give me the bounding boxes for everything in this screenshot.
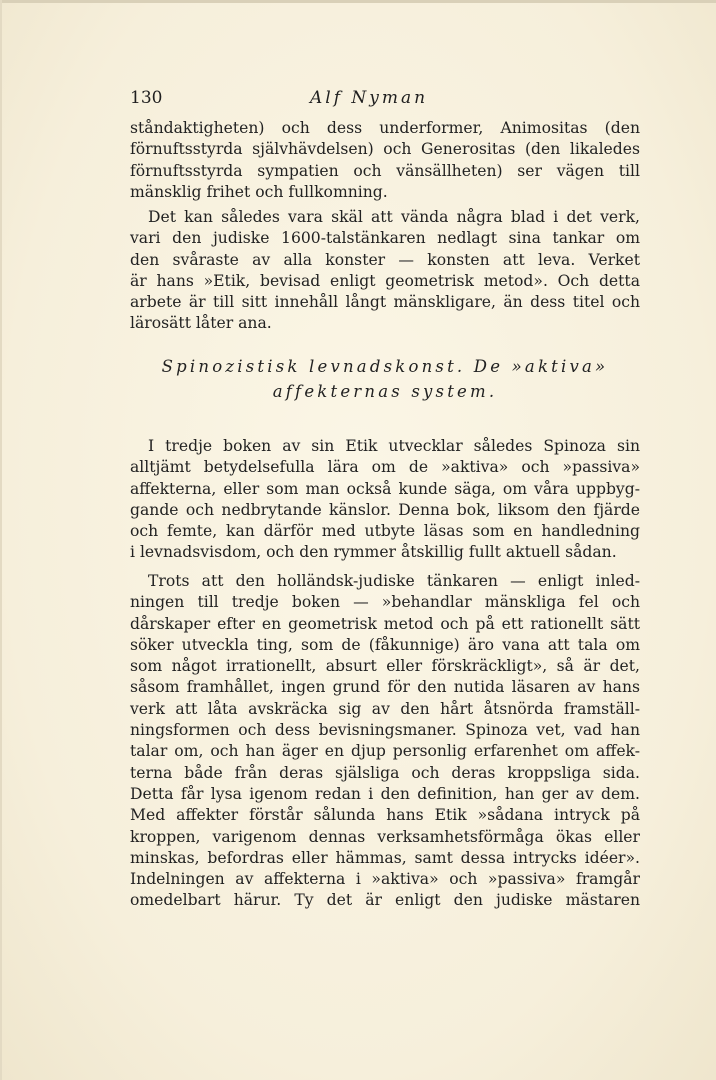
text-line: affekterna, eller som man också kunde säga, om våra uppbyg- <box>130 479 640 498</box>
text-line: minskas, befordras eller hämmas, samt dessa intrycks idéer». <box>130 848 640 867</box>
section-heading <box>130 354 640 404</box>
text-line: förnuftsstyrda självhävdelsen) och Generositas (den likaledes <box>130 140 640 159</box>
text-line: dårskaper efter en geometrisk metod och på ett rationellt sätt <box>130 614 640 633</box>
text-line: och femte, kan därför med utbyte läsas som en handledning <box>130 522 640 541</box>
text-line: verk att låta avskräcka sig av den hårt åtsnörda framställ- <box>130 699 640 718</box>
text-line: förnuftsstyrda sympatien och vänsällheten) ser vägen till <box>130 161 640 180</box>
text-line: är hans »Etik, bevisad enligt geometrisk metod». Och detta <box>130 271 640 290</box>
text-line: mänsklig frihet och fullkomning. <box>130 182 388 201</box>
text-line: terna både från deras själsliga och deras kroppsliga sida. <box>130 763 640 782</box>
text-line: arbete är till sitt innehåll långt mänskligare, än dess titel och <box>130 293 640 312</box>
text-line: i levnadsvisdom, och den rymmer åtskillig fullt aktuell sådan. <box>130 543 617 562</box>
text-line: gande och nedbrytande känslor. Denna bok, liksom den fjärde <box>130 500 640 519</box>
section-heading-line-1: Spinozistisk levnadskonst. De »aktiva» <box>161 357 609 376</box>
text-line: ningen till tredje boken — »behandlar mänskliga fel och <box>130 593 640 612</box>
paragraph-4 <box>130 571 640 912</box>
text-line: Det kan således vara skäl att vända några blad i det verk, <box>148 208 640 226</box>
text-line: Indelningen av affekterna i »aktiva» och »passiva» framgår <box>130 870 640 889</box>
text-line: söker utveckla ting, som de (fåkunnige) äro vana att tala om <box>130 635 640 654</box>
text-line: ståndaktigheten) och dess underformer, Animositas (den <box>130 119 640 137</box>
paragraph-2 <box>130 207 640 335</box>
text-line: Med affekter förstår sålunda hans Etik »sådana intryck på <box>130 806 640 825</box>
text-line: I tredje boken av sin Etik utvecklar således Spinoza sin <box>148 437 640 455</box>
paragraph-3 <box>130 436 640 564</box>
section-heading-line-2: affekternas system. <box>272 382 498 401</box>
scan-left-edge <box>0 0 2 1080</box>
scan-top-edge <box>0 0 716 3</box>
text-line: alltjämt betydelsefulla lära om de »aktiva» och »passiva» <box>130 458 640 477</box>
paragraph-1 <box>130 118 640 203</box>
text-line: Detta får lysa igenom redan i den definition, han ger av dem. <box>130 784 640 803</box>
text-line: som något irrationellt, absurt eller förskräckligt», så är det, <box>130 657 640 676</box>
running-title: Alf Nyman <box>310 88 429 108</box>
text-line: den svåraste av alla konster — konsten att leva. Verket <box>130 250 640 269</box>
page-header <box>130 88 640 112</box>
text-line: ningsformen och dess bevisningsmaner. Spinoza vet, vad han <box>130 721 640 740</box>
text-line: talar om, och han äger en djup personlig erfarenhet om affek- <box>130 742 640 761</box>
page-number: 130 <box>130 88 163 108</box>
text-line: Trots att den holländsk-judiske tänkaren — enligt inled- <box>148 572 640 590</box>
text-line: såsom framhållet, ingen grund för den nutida läsaren av hans <box>130 678 640 697</box>
text-line: omedelbart härur. Ty det är enligt den judiske mästaren <box>130 891 640 910</box>
text-line: kroppen, varigenom dennas verksamhetsförmåga ökas eller <box>130 827 640 846</box>
text-line: lärosätt låter ana. <box>130 314 272 333</box>
text-line: vari den judiske 1600-talstänkaren nedlagt sina tankar om <box>130 229 640 248</box>
